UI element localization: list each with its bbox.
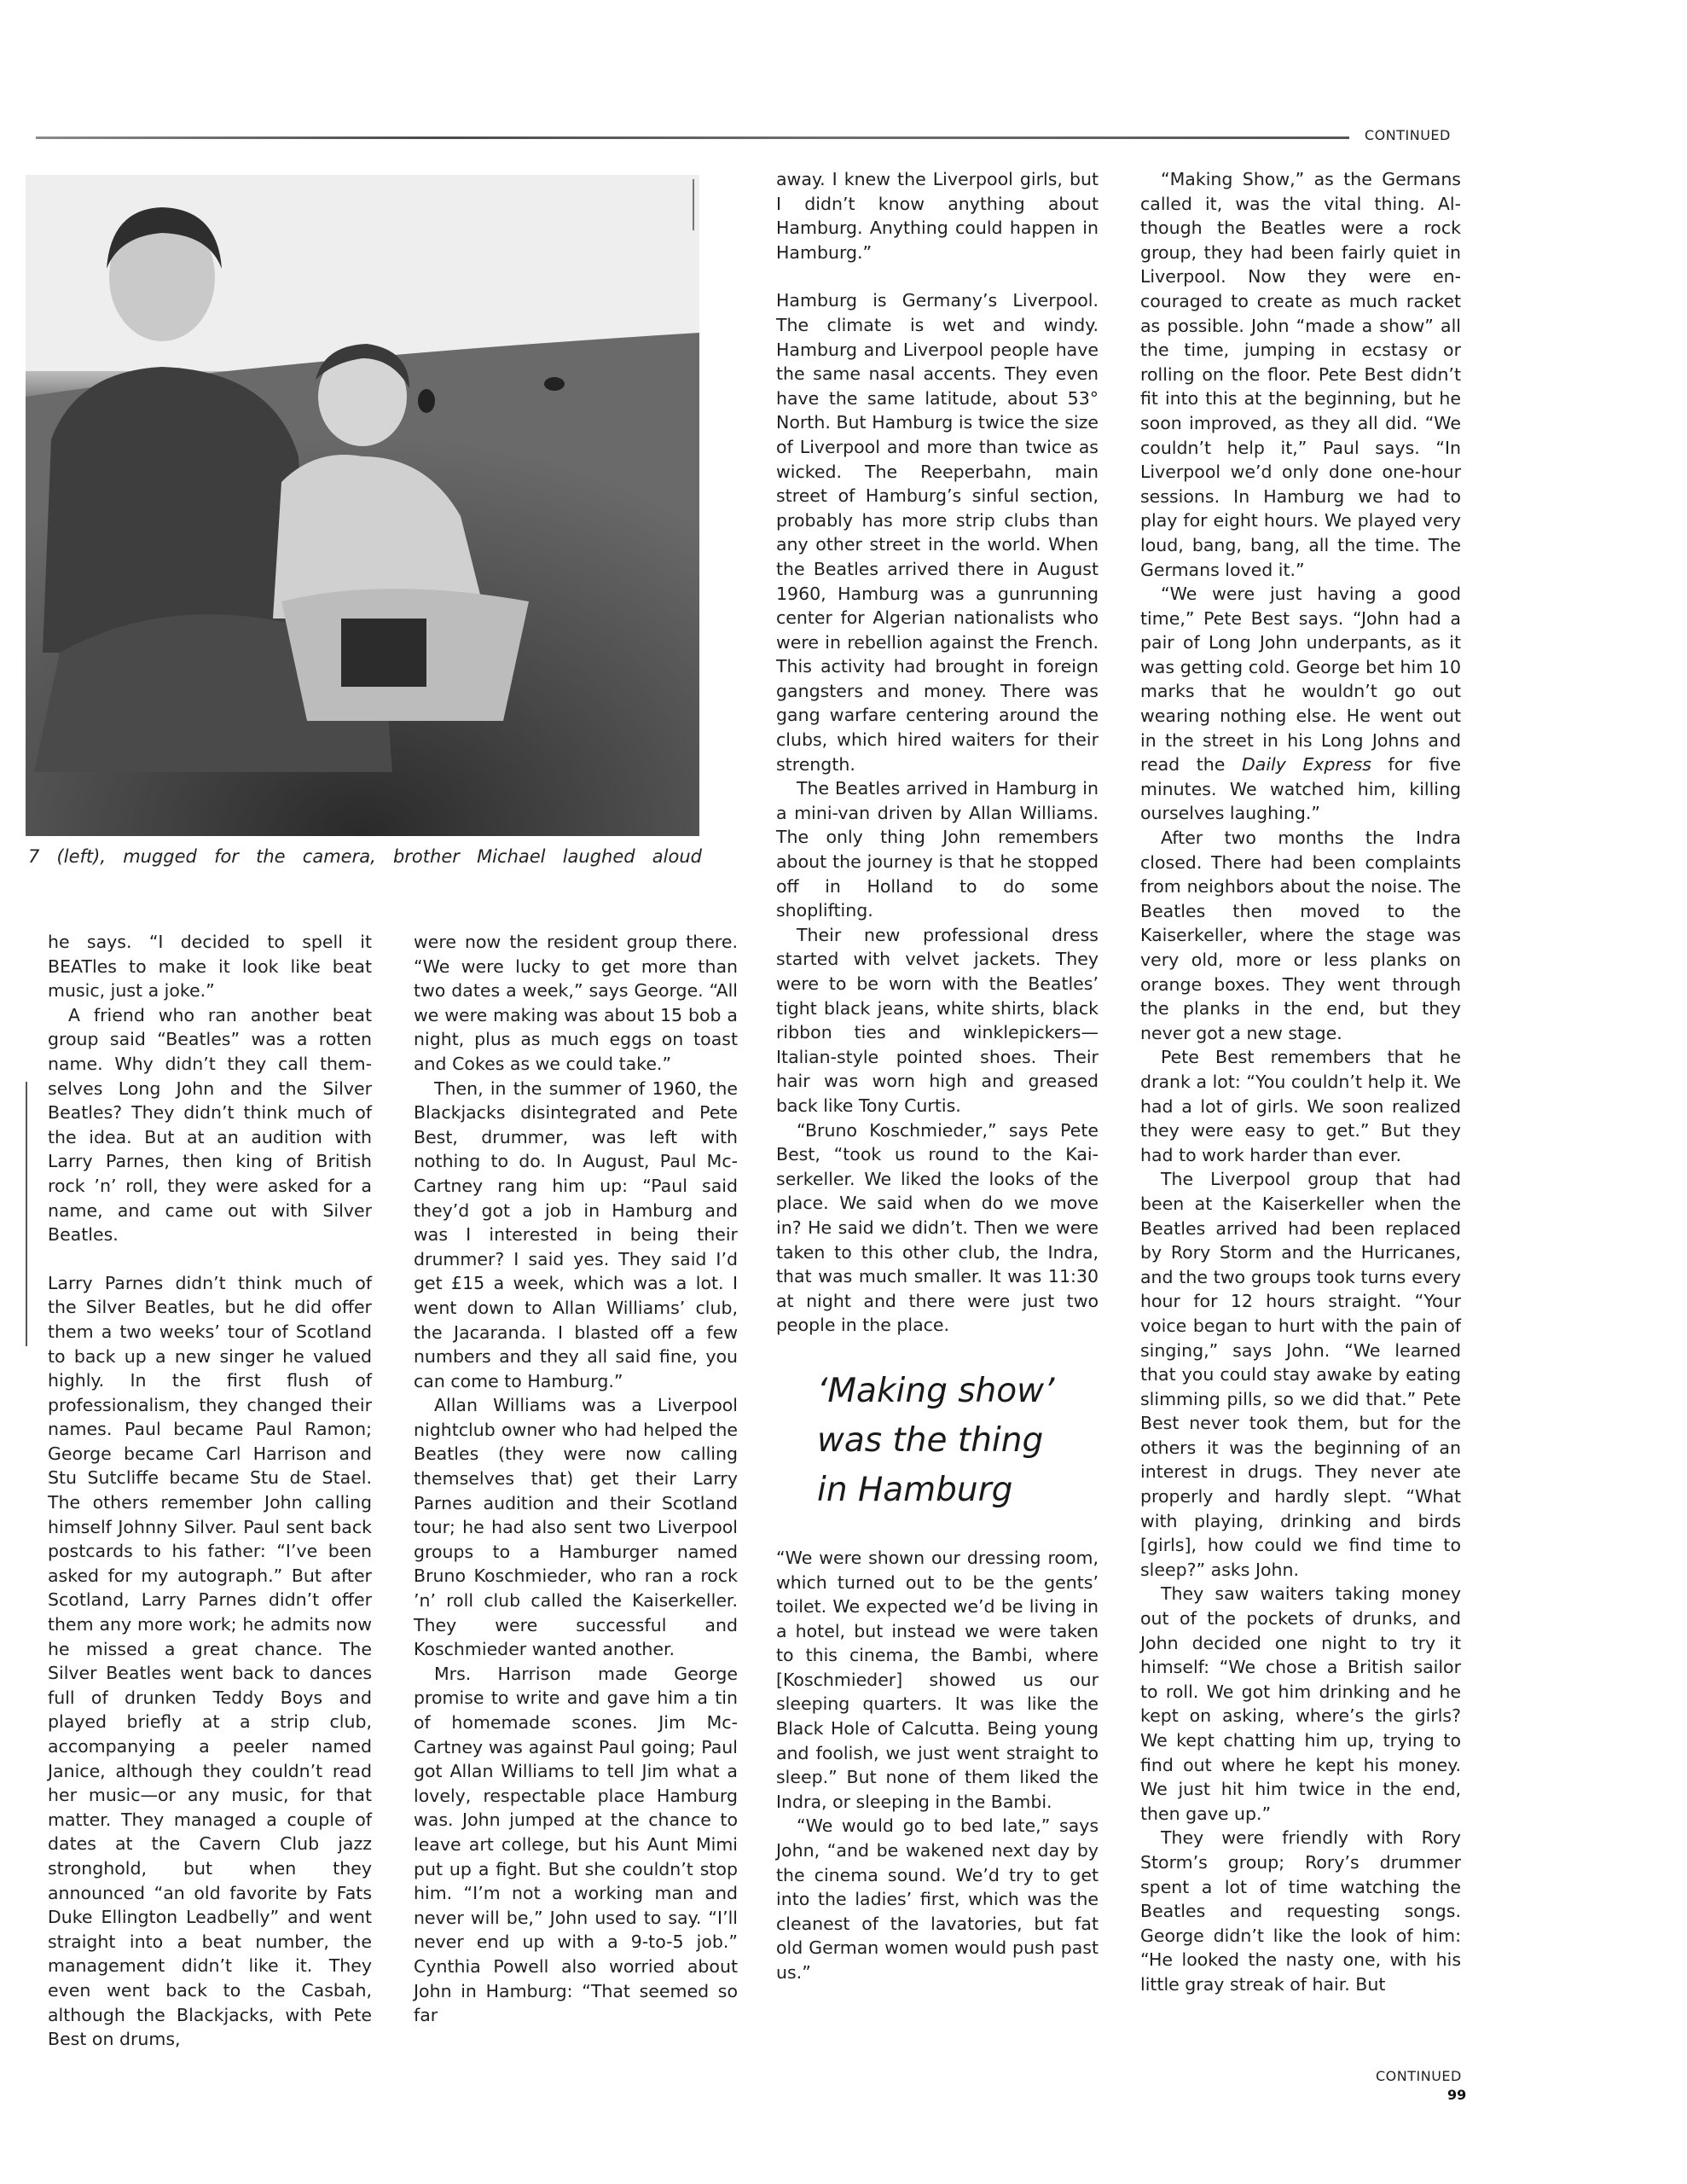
- paragraph: Hamburg is Germany’s Liverpool. The climate is wet and windy. Hamburg and Liverpool people have the same nasal accents. They even have the same latitude, about 53° North. But Hamburg is twice the size of Liverpool and more than twice as wicked. The Reeperbahn, main street of Hamburg’s sinful section, probably has more strip clubs than any other street in the world. When the Beatles arrived there in August 1960, Hamburg was a gunrunning center for Algerian nationalists who were in rebellion against the French. This activity had brought in foreign gangsters and money. There was gang warfare centering around the clubs, which hired waiters for their strength.: [776, 290, 1099, 775]
- paragraph: “We would go to bed late,” says John, “and be wakened next day by the cinema sound. We’d try to get into the ladies’ first, which was the cleanest of the lavatories, but fat old German women would push past us.”: [776, 1815, 1099, 1983]
- paragraph: “We were shown our dressing room, which turned out to be the gents’ toilet. We expected we’d be living in a hotel, but instead we were taken to this cinema, the Bambi, where [Koschmieder] showed us our sleeping quarters. It was like the Black Hole of Calcutta. Being young and foolish, we just went straight to sleep.” But none of them liked the Indra, or sleeping in the Bambi.: [776, 1547, 1099, 1812]
- paragraph: After two months the Indra closed. There had been complaints from neighbors about the noise. The Beatles then moved to the Kaiserkeller, where the stage was very old, more or less planks on orange boxes. They went through the planks in the end, but they never got a new stage.: [1140, 828, 1461, 1043]
- paragraph: Allan Williams was a Liverpool nightclub owner who had helped the Beatles (they were now calling themselves that) get their Larry Parnes audition and their Scotland tour; he had also sent two Liverpool groups to a Hamburger named Bruno Koschmieder, who ran a rock ’n’ roll club called the Kaiserkeller. They were successful and Koschmieder wanted another.: [414, 1395, 738, 1660]
- article-column-1: [48, 930, 372, 2052]
- paragraph-text: for five minutes. We watched him, killing ourselves laughing.”: [1140, 754, 1461, 824]
- margin-rule: [26, 1082, 27, 1346]
- paragraph: Then, in the summer of 1960, the Blackjacks disintegrated and Pete Best, drummer, was left with nothing to do. In August, Paul McCartney rang him up: “Paul said they’d got a job in Hamburg and was I interested in being their drummer? I said yes. They said I’d get £15 a week, which was a lot. I went down to Allan Williams’ club, the Jacaranda. I blasted off a few numbers and they all said fine, you can come to Hamburg.”: [414, 1077, 738, 1391]
- article-column-4: [1140, 167, 1461, 1997]
- pull-quote: [817, 1367, 1099, 1515]
- paragraph: away. I knew the Liverpool girls, but I didn’t know anything about Hamburg. Anything could happen in Hamburg.”: [776, 169, 1099, 263]
- paragraph: he says. “I decided to spell it BEATles to make it look like beat music, just a joke.”: [48, 932, 372, 1002]
- page-number: 99: [1447, 2087, 1467, 2103]
- pull-quote-line: ‘Making show’: [817, 1371, 1055, 1410]
- photo-illustration: [26, 175, 699, 836]
- paragraph: “Making Show,” as the Germans called it, was the vital thing. Although the Beatles were a rock group, they had been fairly quiet in Liverpool. Now they were encouraged to create as much racket as possible. John “made a show” all the time, jumping in ecstasy or rolling on the floor. Pete Best didn’t fit into this at the beginning, but he soon improved, as they all did. “We couldn’t help it,” Paul says. “In Liverpool we’d only done one-hour sessions. In Hamburg we had to play for eight hours. We played very loud, bang, bang, all the time. The Germans loved it.”: [1140, 169, 1461, 580]
- paragraph: Mrs. Harrison made George promise to write and gave him a tin of homemade scones. Jim McCartney was against Paul going; Paul got Allan Williams to tell Jim what a lovely, respectable place Hamburg was. John jumped at the chance to leave art college, but his Aunt Mimi put up a fight. But she couldn’t stop him. “I’m not a working man and never will be,” John used to say. “I’ll never end up with a 9-to-5 job.” Cynthia Powell also worried about John in Hamburg: “That seemed so far: [414, 1663, 738, 2026]
- photo-border-mark: [693, 179, 694, 230]
- paragraph: They saw waiters taking money out of the pockets of drunks, and John decided one night to try it himself: “We chose a British sailor to roll. We got him drinking and he kept on asking, where’s the girls? We kept chatting him up, trying to find out where he kept his money. We just hit him twice in the end, then gave up.”: [1140, 1583, 1461, 1824]
- photo-woman-and-boy: [26, 175, 699, 836]
- pull-quote-line: in Hamburg: [817, 1470, 1013, 1509]
- paragraph: [1140, 582, 1461, 826]
- continued-header: CONTINUED: [1365, 127, 1451, 143]
- paragraph: The Liverpool group that had been at the Kaiserkeller when the Beatles arrived had been replaced by Rory Storm and the Hurricanes, and the two groups took turns every hour for 12 hours straight. “Your voice began to hurt with the pain of singing,” says John. “We learned that you could stay awake by eating slimming pills, so we did that.” Pete Best never took them, but for the others it was the beginning of an interest in drugs. They never ate properly and hardly slept. “What with playing, drinking and birds [girls], how could we find time to sleep?” asks John.: [1140, 1169, 1461, 1580]
- article-column-3: [776, 167, 1099, 1985]
- paragraph-text: “We were just having a good time,” Pete Best says. “John had a pair of Long John underpants, as it was getting cold. George bet him 10 marks that he wouldn’t go out wearing nothing else. He went out in the street in his Long Johns and read the: [1140, 584, 1461, 775]
- photo-caption: 7 (left), mugged for the camera, brother Michael laughed aloud: [28, 846, 702, 867]
- paragraph: Larry Parnes didn’t think much of the Silver Beatles, but he did offer them a two weeks’ tour of Scotland to back up a new singer he valued highly. In the first flush of professionalism, they changed their names. Paul became Paul Ramon; George became Carl Harrison and Stu Sutcliffe became Stu de Stael. The others remember John calling himself Johnny Silver. Paul sent back postcards to his father: “I’ve been asked for my autograph.” But after Scotland, Larry Parnes didn’t offer them any more work; he admits now he missed a great chance. The Silver Beatles went back to dances full of drunken Teddy Boys and played briefly at a strip club, accompanying a peeler named Janice, although they couldn’t read her music—or any music, for that matter. They managed a couple of dates at the Cavern Club jazz stronghold, but when they announced “an old favorite by Fats Duke Ellington Leadbelly” and went straight into a beat number, the management didn’t like it. They even went back to the Casbah, although the Blackjacks, with Pete Best on drums,: [48, 1272, 372, 2050]
- paragraph: Their new professional dress started with velvet jackets. They were to be worn with the Beatles’ tight black jeans, white shirts, black ribbon ties and winklepickers—Italian-style pointed shoes. Their hair was worn high and greased back like Tony Curtis.: [776, 924, 1099, 1116]
- article-column-2: [414, 930, 738, 2028]
- continued-footer: CONTINUED: [1376, 2068, 1462, 2084]
- paragraph: The Beatles arrived in Hamburg in a mini-van driven by Allan Williams. The only thing John remembers about the journey is that he stopped off in Holland to do some shoplifting.: [776, 778, 1099, 921]
- newspaper-title: Daily Express: [1242, 754, 1371, 775]
- header-rule: [36, 136, 1349, 139]
- paragraph: They were friendly with Rory Storm’s group; Rory’s drummer spent a lot of time watching the Beatles and requesting songs. George didn’t like the look of him: “He looked the nasty one, with his little gray streak of hair. But: [1140, 1827, 1461, 1995]
- paragraph: A friend who ran another beat group said “Beatles” was a rotten name. Why didn’t they call themselves Long John and the Silver Beatles? They didn’t think much of the idea. But at an audition with Larry Parnes, then king of British rock ’n’ roll, they were asked for a name, and came out with Silver Beatles.: [48, 1004, 372, 1246]
- paragraph: “Bruno Koschmieder,” says Pete Best, “took us round to the Kaiserkeller. We liked the looks of the place. We said when do we move in? He said we didn’t. Then we were taken to this other club, the Indra, that was much smaller. It was 11:30 at night and there were just two people in the place.: [776, 1119, 1099, 1336]
- pull-quote-line: was the thing: [817, 1420, 1044, 1460]
- paragraph: Pete Best remembers that he drank a lot: “You couldn’t help it. We had a lot of girls. We soon realized they were easy to get.” But they had to work harder than ever.: [1140, 1047, 1461, 1165]
- paragraph: were now the resident group there. “We were lucky to get more than two dates a week,” says George. “All we were making was about 15 bob a night, plus as much eggs on toast and Cokes as we could take.”: [414, 932, 738, 1074]
